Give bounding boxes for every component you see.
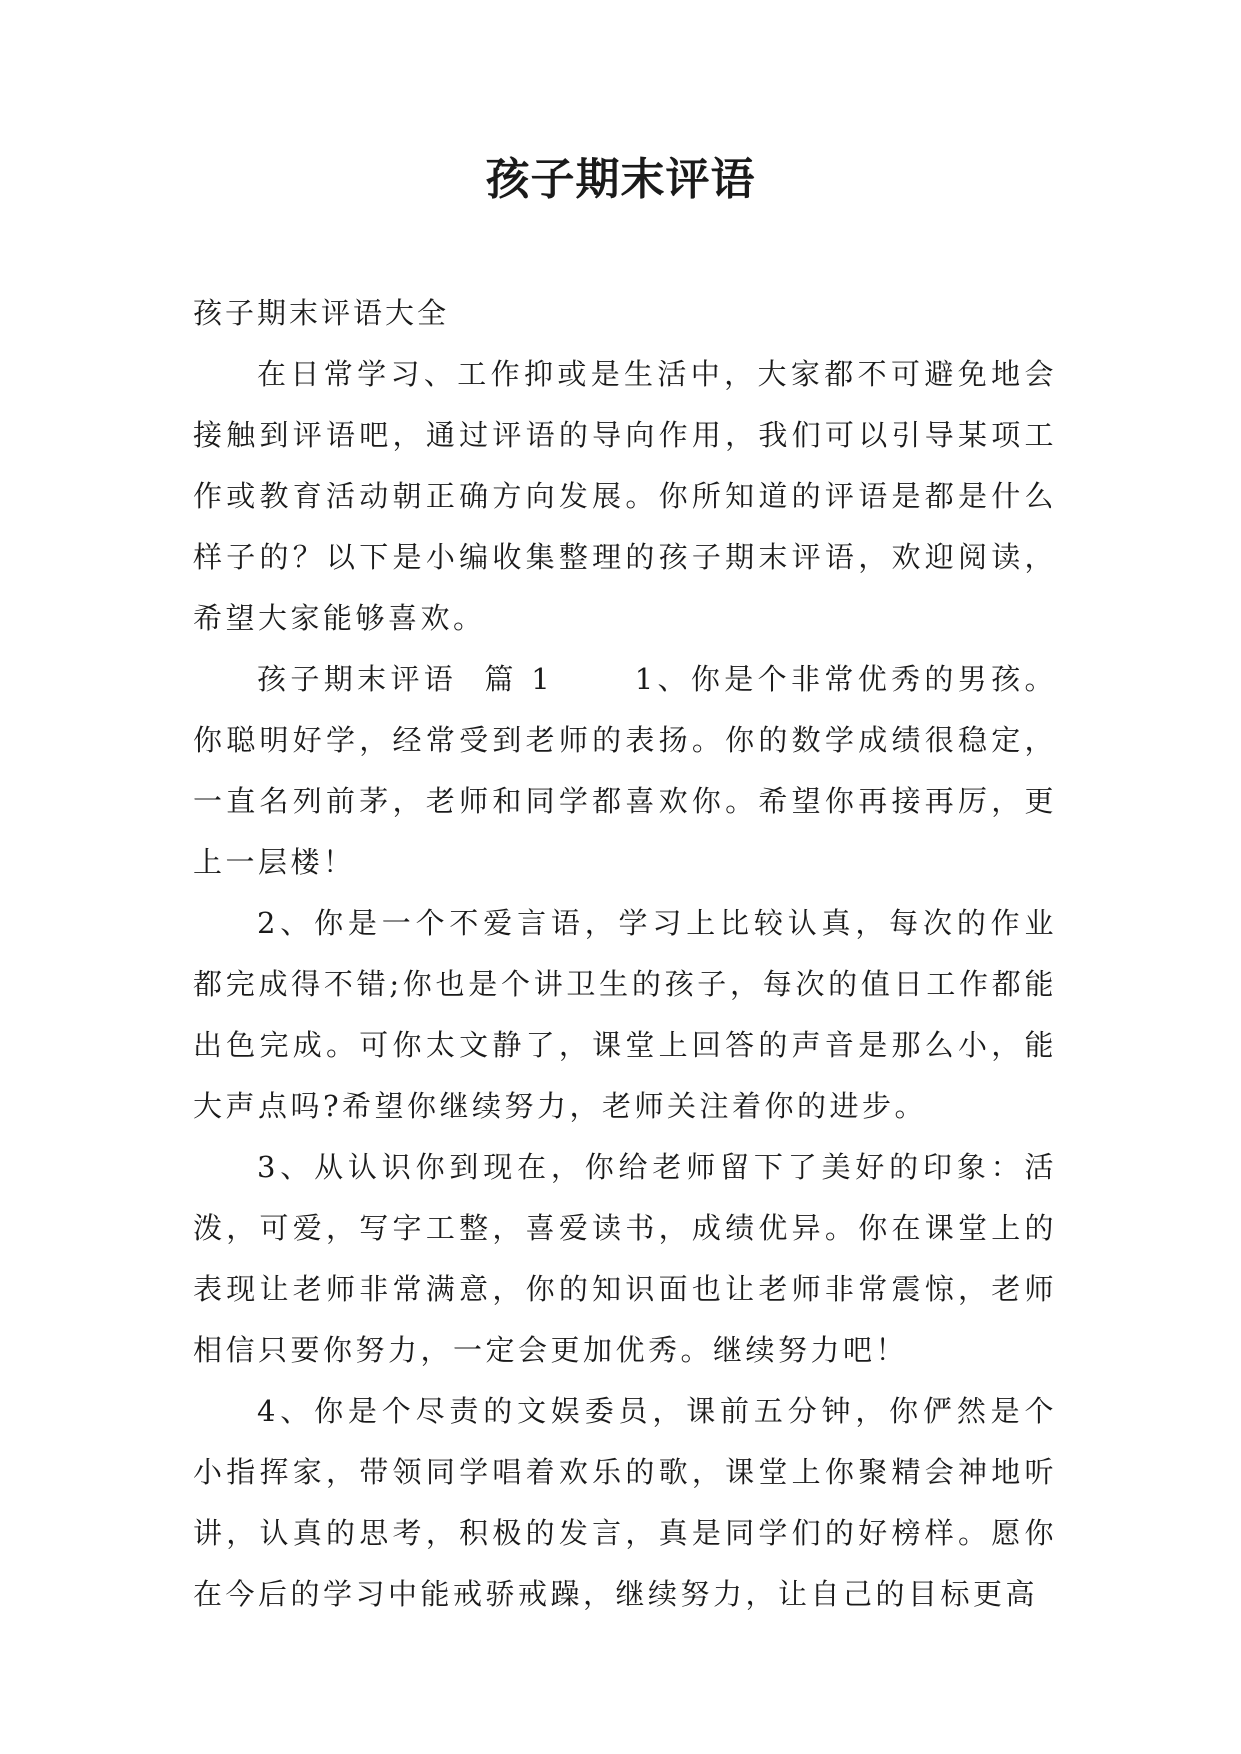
document-subtitle: 孩子期末评语大全 — [193, 296, 450, 330]
document-body — [193, 283, 1057, 1625]
comment-item-1: 1、你是个非常优秀的男孩。你聪明好学，经常受到老师的表扬。你的数学成绩很稳定，一直名列前茅，老师和同学都喜欢你。希望你再接再厉，更上一层楼！ — [193, 662, 1058, 879]
comment-item-4: 4、你是个尽责的文娱委员，课前五分钟，你俨然是个小指挥家，带领同学唱着欢乐的歌，课堂上你聚精会神地听讲，认真的思考，积极的发言，真是同学们的好榜样。愿你在今后的学习中能戒骄戒躁，继续努力，让自己的目标更高 — [193, 1394, 1057, 1611]
comment-item-2: 2、你是一个不爱言语，学习上比较认真，每次的作业都完成得不错;你也是个讲卫生的孩子，每次的值日工作都能出色完成。可你太文静了，课堂上回答的声音是那么小，能大声点吗?希望你继续努力，老师关注着你的进步。 — [193, 906, 1057, 1123]
document-title: 孩子期末评语 — [485, 154, 756, 205]
intro-paragraph: 在日常学习、工作抑或是生活中，大家都不可避免地会接触到评语吧，通过评语的导向作用，我们可以引导某项工作或教育活动朝正确方向发展。你所知道的评语是都是什么样子的？以下是小编收集整理的孩子期末评语，欢迎阅读，希望大家能够喜欢。 — [193, 357, 1057, 635]
section-heading: 孩子期末评语 篇 1 — [257, 662, 554, 696]
heading-gap — [553, 662, 634, 696]
comment-item-3: 3、从认识你到现在，你给老师留下了美好的印象：活泼，可爱，写字工整，喜爱读书，成绩优异。你在课堂上的表现让老师非常满意，你的知识面也让老师非常震惊，老师相信只要你努力，一定会更加优秀。继续努力吧！ — [193, 1150, 1057, 1367]
section-paragraph-1 — [193, 649, 1057, 893]
